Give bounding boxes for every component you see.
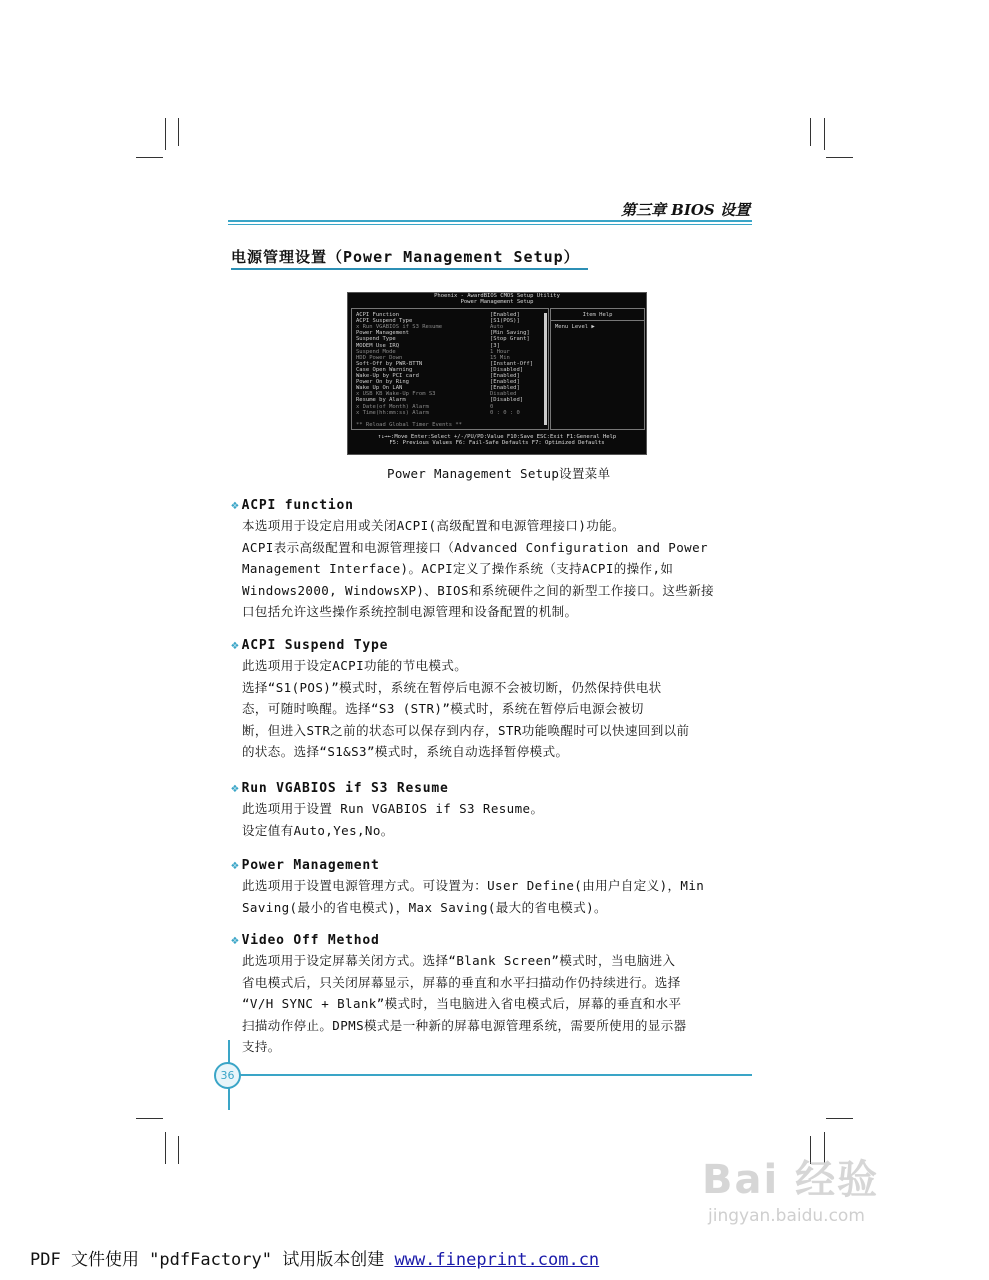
- bios-option-value: 1 Hour: [490, 348, 510, 355]
- bios-title: Phoenix - AwardBIOS CMOS Setup Utility: [434, 293, 560, 299]
- item-heading: [231, 638, 388, 653]
- bios-option-value: [Enabled]: [490, 385, 520, 392]
- bullet-icon: ❖: [231, 781, 240, 796]
- bios-screenshot: [347, 292, 647, 455]
- item-heading-text: Power Management: [241, 858, 380, 873]
- bios-option-value: [Disabled]: [490, 366, 524, 373]
- item-heading: [231, 781, 449, 796]
- bios-option-label: x Date(of Month) Alarm: [356, 403, 429, 410]
- section-title-underline: [231, 268, 588, 270]
- bios-option-label: x Time(hh:mm:ss) Alarm: [356, 409, 429, 416]
- bullet-icon: ❖: [231, 638, 240, 653]
- paragraph-line: 支持。: [242, 1039, 281, 1054]
- bullet-icon: ❖: [231, 933, 240, 948]
- crop-mark: [136, 157, 163, 158]
- bios-option-label: Power On by Ring: [356, 379, 409, 386]
- bios-footer-line1: ↑↓→←:Move Enter:Select +/-/PU/PD:Value F10:Save ESC:Exit F1:General Help: [377, 434, 617, 440]
- bios-option-value: [Disabled]: [490, 397, 524, 404]
- section-title: 电源管理设置（Power Management Setup）: [231, 248, 580, 266]
- bios-option-label: Case Open Warning: [356, 366, 413, 373]
- bios-scrollbar: [544, 313, 547, 425]
- header-rule: [228, 220, 752, 222]
- bios-option-value: [Stop Grant]: [490, 336, 530, 343]
- paragraph-line: 选择“S1(POS)”模式时，系统在暂停后电源不会被切断，仍然保持供电状: [242, 679, 662, 695]
- paragraph-line: Saving(最小的省电模式)，Max Saving(最大的省电模式)。: [242, 899, 607, 915]
- header-rule-thin: [228, 224, 752, 225]
- item-paragraph: [242, 798, 757, 841]
- bios-subtitle: Power Management Setup: [460, 299, 534, 306]
- bios-footer: [351, 434, 643, 447]
- bios-option-label: x Run VGABIOS if S3 Resume: [356, 324, 443, 331]
- bios-option-label: ACPI Function: [356, 312, 400, 318]
- watermark-logo: Bai 经验: [702, 1157, 880, 1203]
- bios-option-label: ** Reload Global Timer Events **: [356, 421, 462, 428]
- bullet-icon: ❖: [231, 858, 240, 873]
- paragraph-line: 的状态。选择“S1&S3”模式时，系统自动选择暂停模式。: [242, 744, 569, 759]
- paragraph-line: 设定值有Auto,Yes,No。: [242, 822, 394, 838]
- item-paragraph: [242, 515, 757, 623]
- paragraph-line: 此选项用于设定ACPI功能的节电模式。: [242, 658, 468, 673]
- bios-option-value: 0: [490, 403, 494, 410]
- item-heading-text: Video Off Method: [241, 933, 380, 948]
- bios-footer-line2: F5: Previous Values F6: Fail-Safe Defaults F7: Optimized Defaults: [389, 440, 605, 447]
- bios-option-value: Auto: [490, 324, 504, 331]
- item-heading: [231, 858, 380, 873]
- bios-option-value: 0 : 0 : 0: [490, 409, 520, 416]
- crop-mark: [178, 118, 179, 146]
- crop-mark: [826, 157, 853, 158]
- bios-option-value: [Enabled]: [490, 312, 520, 318]
- bios-option-label: Wake-Up by PCI card: [356, 373, 419, 379]
- item-heading-text: ACPI Suspend Type: [241, 638, 389, 653]
- crop-mark: [165, 118, 166, 150]
- bios-option-label: Power Management: [356, 330, 409, 337]
- bios-option-value: [Instant-Off]: [490, 360, 534, 367]
- bios-option-label: Resume by Alarm: [356, 397, 406, 404]
- crop-mark: [136, 1118, 163, 1119]
- bios-help-title: Item Help: [551, 309, 644, 321]
- pdf-footer: [30, 1245, 599, 1270]
- paragraph-line: 态，可随时唤醒。选择“S3 (STR)”模式时，系统在暂停后电源会被切: [242, 701, 644, 716]
- bios-option-label: Suspend Type: [356, 336, 396, 343]
- bios-option-value: [Min Saving]: [490, 330, 530, 337]
- item-paragraph: [242, 655, 757, 763]
- item-paragraph: [242, 875, 757, 918]
- item-paragraph: [242, 950, 757, 1058]
- bios-option-value: [3]: [490, 342, 500, 349]
- item-heading: [231, 498, 354, 513]
- paragraph-line: 此选项用于设置 Run VGABIOS if S3 Resume。: [242, 801, 544, 816]
- bios-option-row: [356, 422, 462, 428]
- figure-caption: Power Management Setup设置菜单: [387, 466, 611, 481]
- paragraph-line: 此选项用于设定屏幕关闭方式。选择“Blank Screen”模式时，当电脑进入: [242, 953, 676, 968]
- paragraph-line: Management Interface)。ACPI定义了操作系统（支持ACPI的操作,如: [242, 561, 674, 576]
- crop-mark: [810, 118, 811, 146]
- paragraph-line: 断，但进入STR之前的状态可以保存到内存，STR功能唤醒时可以快速回到以前: [242, 722, 690, 738]
- pdf-footer-link[interactable]: www.fineprint.com.cn: [394, 1250, 600, 1270]
- bios-option-label: Soft-Off by PWR-BTTN: [356, 360, 423, 367]
- paragraph-line: “V/H SYNC + Blank”模式时，当电脑进入省电模式后，屏幕的垂直和水平: [242, 996, 682, 1011]
- crop-mark: [826, 1118, 853, 1119]
- paragraph-line: ACPI表示高级配置和电源管理接口（Advanced Configuration and Power: [242, 539, 708, 555]
- watermark-url: jingyan.baidu.com: [708, 1206, 865, 1226]
- bios-option-value: [Enabled]: [490, 379, 520, 386]
- bios-option-label: HDD Power Down: [356, 354, 403, 361]
- pdf-footer-text: PDF 文件使用 "pdfFactory" 试用版本创建: [30, 1250, 395, 1270]
- bios-help-text: Menu Level ▶: [555, 324, 595, 330]
- paragraph-line: 本选项用于设定启用或关闭ACPI(高级配置和电源管理接口)功能。: [242, 518, 625, 533]
- paragraph-line: 扫描动作停止。DPMS模式是一种新的屏幕电源管理系统，需要所使用的显示器: [242, 1017, 687, 1033]
- bios-option-value: [Enabled]: [490, 373, 520, 379]
- bullet-icon: ❖: [231, 498, 240, 513]
- bios-help-panel: [550, 308, 645, 430]
- item-heading-text: Run VGABIOS if S3 Resume: [241, 781, 449, 796]
- bios-option-label: MODEM Use IRQ: [356, 342, 400, 349]
- chapter-header: 第三章 BIOS 设置: [620, 201, 750, 219]
- item-heading: [231, 933, 380, 948]
- paragraph-line: 省电模式后，只关闭屏幕显示，屏幕的垂直和水平扫描动作仍持续进行。选择: [242, 974, 681, 990]
- bios-options-panel: [351, 308, 549, 430]
- bios-option-value: [S1(POS)]: [490, 318, 520, 325]
- bios-option-label: ACPI Suspend Type: [356, 318, 413, 325]
- bios-option-label: Wake Up On LAN: [356, 385, 403, 392]
- footer-rule: [228, 1074, 752, 1076]
- bios-option-row: [356, 409, 520, 416]
- item-heading-text: ACPI function: [241, 498, 354, 513]
- crop-mark: [165, 1132, 166, 1164]
- crop-mark: [178, 1136, 179, 1164]
- bios-option-label: Suspend Mode: [356, 348, 396, 355]
- bios-option-label: x USB KB Wake-Up From S3: [356, 391, 436, 398]
- paragraph-line: 此选项用于设置电源管理方式。可设置为：User Define(由用户自定义)，Min: [242, 878, 705, 893]
- paragraph-line: Windows2000, WindowsXP)、BIOS和系统硬件之间的新型工作接口。这些新接: [242, 582, 714, 598]
- crop-mark: [824, 118, 825, 150]
- bios-option-value: Disabled: [490, 391, 517, 398]
- paragraph-line: 口包括允许这些操作系统控制电源管理和设备配置的机制。: [242, 604, 578, 619]
- bios-option-value: 15 Min: [490, 354, 510, 361]
- page-number: 36: [214, 1062, 241, 1089]
